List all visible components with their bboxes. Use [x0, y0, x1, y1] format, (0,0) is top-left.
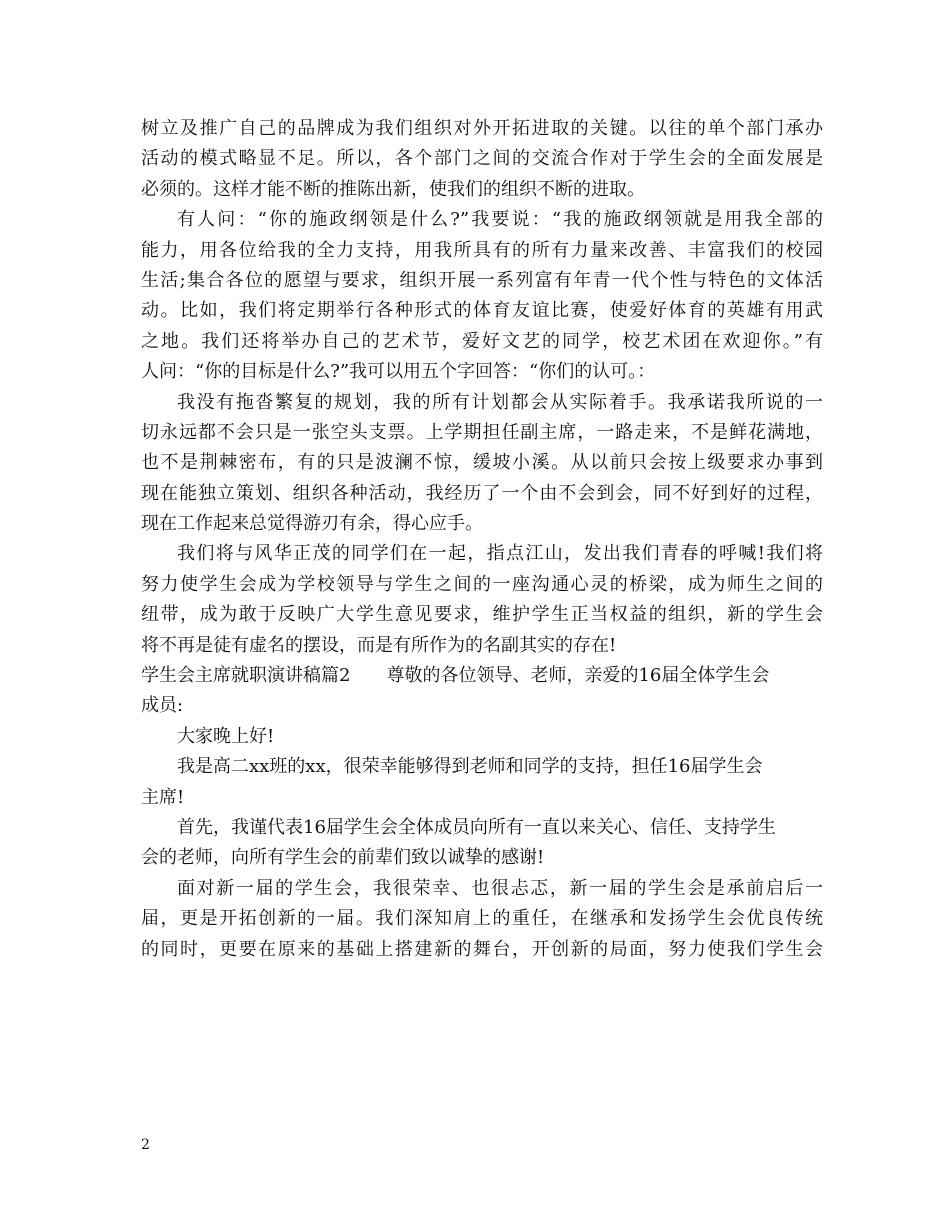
text-line: 能力，用各位给我的全力支持，用我所具有的所有力量来改善、丰富我们的校园	[141, 239, 823, 261]
greeting-text: 尊敬的各位领导、老师，亲爱的16届全体学生会	[386, 665, 770, 687]
document-body	[141, 114, 823, 965]
text-line: 届，更是开拓创新的一届。我们深知肩上的重任，在继承和发扬学生会优良传统	[141, 908, 823, 930]
text-line: 将不再是徒有虚名的摆设，而是有所作为的名副其实的存在!	[141, 634, 617, 656]
text-line: 我没有拖沓繁复的规划，我的所有计划都会从实际着手。我承诺我所说的一	[177, 391, 823, 413]
text-line: 我是高二xx班的xx，很荣幸能够得到老师和同学的支持，担任16届学生会	[177, 756, 763, 778]
text-line: 有人问：“你的施政纲领是什么?”我要说：“我的施政纲领就是用我全部的	[177, 209, 823, 231]
text-line: 人问：“你的目标是什么?”我可以用五个字回答：“你们的认可。：	[141, 361, 656, 383]
text-line: 现在工作起来总觉得游刃有余，得心应手。	[141, 513, 483, 535]
text-line: 面对新一届的学生会，我很荣幸、也很忐忑，新一届的学生会是承前启后一	[177, 877, 823, 899]
text-line: 切永远都不会只是一张空头支票。上学期担任副主席，一路走来，不是鲜花满地，	[141, 421, 823, 443]
text-line: 的同时，更要在原来的基础上搭建新的舞台，开创新的局面，努力使我们学生会	[141, 938, 823, 960]
text-line: 会的老师，向所有学生会的前辈们致以诚挚的感谢!	[141, 847, 545, 869]
text-line: 树立及推广自己的品牌成为我们组织对外开拓进取的关键。以往的单个部门承办	[141, 118, 823, 139]
text-line: 努力使学生会成为学校领导与学生之间的一座沟通心灵的桥梁，成为师生之间的	[141, 573, 823, 595]
text-line: 现在能独立策划、组织各种活动，我经历了一个由不会到会，同不好到好的过程，	[141, 482, 823, 504]
text-line: 我们将与风华正茂的同学们在一起，指点江山，发出我们青春的呼喊!我们将	[177, 543, 823, 565]
text-line: 动。比如，我们将定期举行各种形式的体育友谊比赛，使爱好体育的英雄有用武	[141, 300, 823, 322]
text-line: 大家晚上好!	[177, 725, 275, 747]
text-line: 之地。我们还将举办自己的艺术节，爱好文艺的同学，校艺术团在欢迎你。”有	[141, 330, 823, 352]
text-line: 也不是荆棘密布，有的只是波澜不惊，缓坡小溪。从以前只会按上级要求办事到	[141, 452, 823, 474]
text-line: 活动的模式略显不足。所以，各个部门之间的交流合作对于学生会的全面发展是	[141, 148, 823, 170]
page-number: 2	[141, 1137, 150, 1153]
section-heading: 学生会主席就职演讲稿篇2	[141, 665, 351, 687]
text-line: 首先，我谨代表16届学生会全体成员向所有一直以来关心、信任、支持学生	[177, 816, 776, 838]
section-heading-line	[141, 661, 823, 691]
text-line: 必须的。这样才能不断的推陈出新，使我们的组织不断的进取。	[141, 178, 645, 200]
text-line: 成员:	[141, 695, 184, 717]
text-line: 主席!	[141, 786, 185, 808]
text-line: 纽带，成为敢于反映广大学生意见要求，维护学生正当权益的组织，新的学生会	[141, 604, 823, 626]
text-line: 生活;集合各位的愿望与要求，组织开展一系列富有年青一代个性与特色的文体活	[141, 269, 823, 291]
